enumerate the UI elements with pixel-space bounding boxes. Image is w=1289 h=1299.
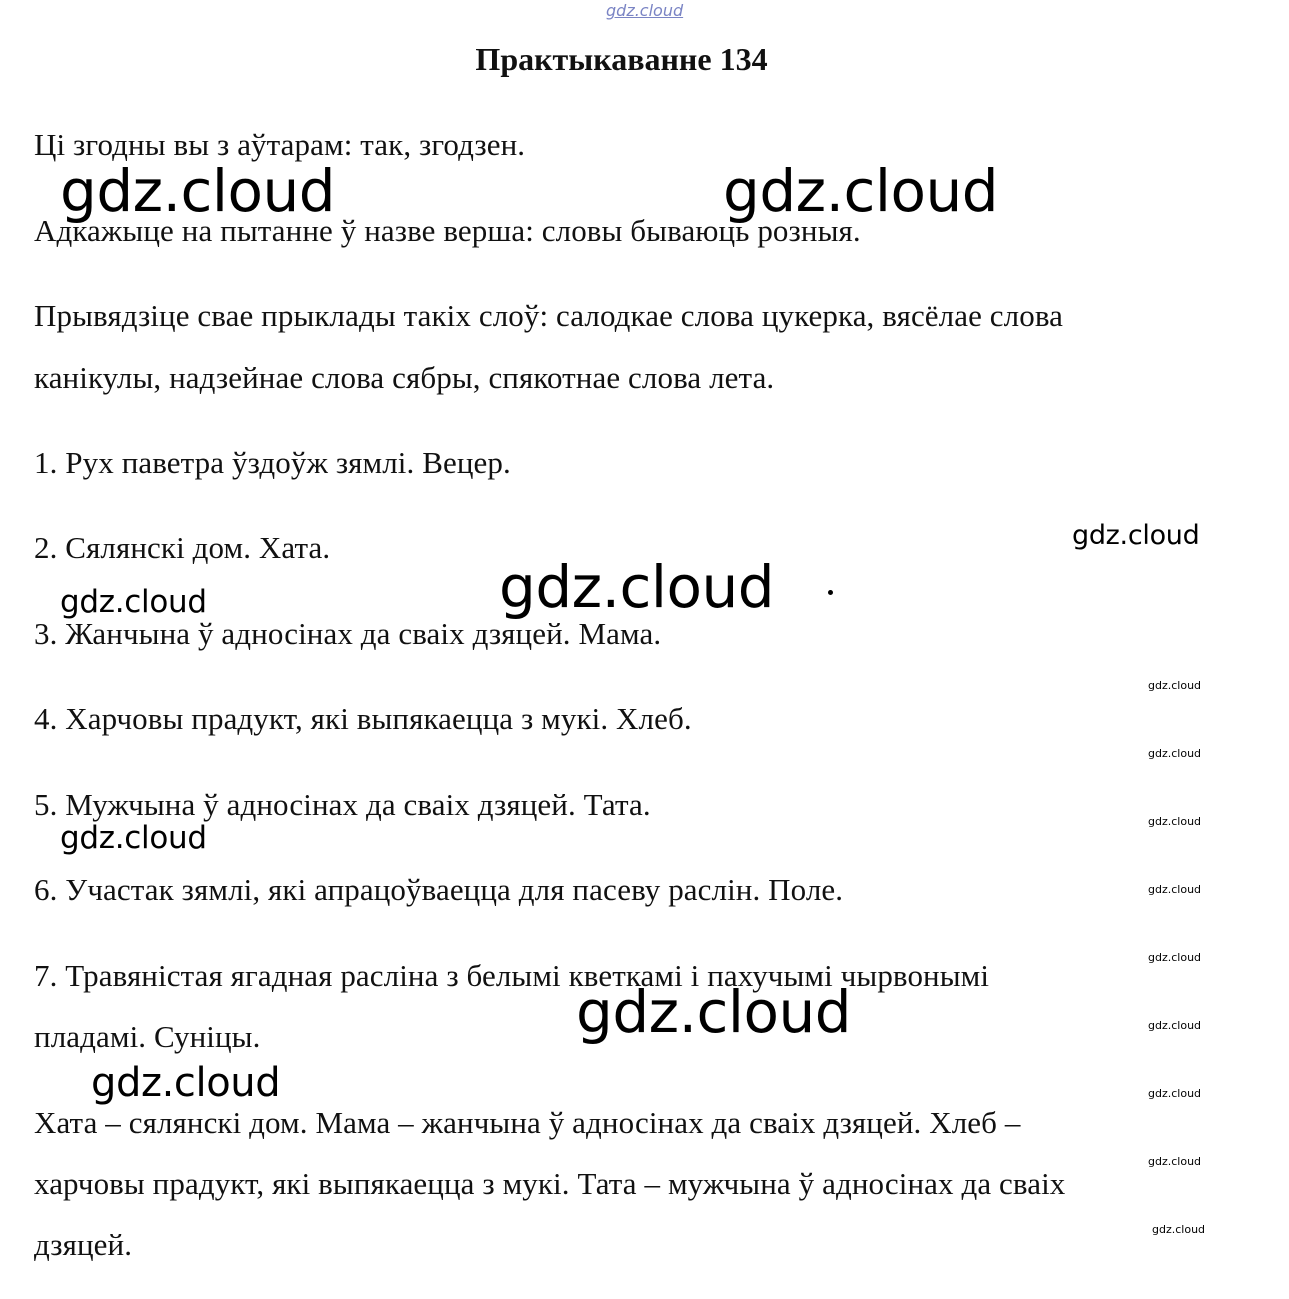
page-title: Практыкаванне 134 bbox=[475, 41, 768, 77]
list-item-7-line1: 7. Травяністая ягадная расліна з белымі кветкамі і пахучымі чырвонымі bbox=[34, 958, 990, 993]
watermark-small: gdz.cloud bbox=[1148, 883, 1202, 896]
watermark-small: gdz.cloud bbox=[1152, 1223, 1206, 1236]
list-item: 2. Сялянскі дом. Хата. bbox=[34, 530, 331, 565]
paragraph-examples-line1: Прывядзіце свае прыклады такіх слоў: салодкае слова цукерка, вясёлае слова bbox=[34, 298, 1064, 333]
watermark-small: gdz.cloud bbox=[1148, 951, 1202, 964]
watermark: gdz.cloud bbox=[60, 157, 336, 225]
list-item: 4. Харчовы прадукт, які выпякаецца з мукі. Хлеб. bbox=[34, 701, 692, 736]
watermark-small: gdz.cloud bbox=[1148, 815, 1202, 828]
watermark: gdz.cloud bbox=[499, 553, 775, 621]
paragraph-answer: Адкажыце на пытанне ў назве верша: словы бываюць розныя. bbox=[34, 213, 861, 248]
watermark-small: gdz.cloud bbox=[1148, 1155, 1202, 1168]
watermark: gdz.cloud bbox=[1072, 520, 1200, 551]
list-item: 5. Мужчына ў адносінах да сваіх дзяцей. Тата. bbox=[34, 787, 651, 822]
site-link[interactable]: gdz.cloud bbox=[606, 1, 684, 20]
paragraph-agree: Ці згодны вы з аўтарам: так, згодзен. bbox=[34, 127, 526, 162]
watermark: gdz.cloud bbox=[91, 1060, 281, 1106]
watermark-small: gdz.cloud bbox=[1148, 679, 1202, 692]
watermark: gdz.cloud bbox=[60, 584, 207, 620]
summary-line1: Хата – сялянскі дом. Мама – жанчына ў адносінах да сваіх дзяцей. Хлеб – bbox=[34, 1105, 1021, 1140]
stray-dot bbox=[828, 590, 833, 595]
watermark-small: gdz.cloud bbox=[1148, 1019, 1202, 1032]
summary-line2: харчовы прадукт, які выпякаецца з мукі. Тата – мужчына ў адносінах да сваіх bbox=[34, 1166, 1066, 1201]
paragraph-examples-line2: канікулы, надзейнае слова сябры, спякотнае слова лета. bbox=[34, 360, 775, 395]
list-item: 6. Участак зямлі, які апрацоўваецца для пасеву раслін. Поле. bbox=[34, 872, 844, 907]
watermark: gdz.cloud bbox=[576, 978, 852, 1046]
list-item: 3. Жанчына ў адносінах да сваіх дзяцей. Мама. bbox=[34, 616, 662, 651]
watermark: gdz.cloud bbox=[723, 157, 999, 225]
summary-line3: дзяцей. bbox=[34, 1227, 133, 1262]
list-item-7-line2: пладамі. Суніцы. bbox=[34, 1019, 261, 1054]
watermark-small: gdz.cloud bbox=[1148, 1087, 1202, 1100]
watermark-small: gdz.cloud bbox=[1148, 747, 1202, 760]
watermark: gdz.cloud bbox=[60, 820, 207, 856]
list-item: 1. Рух паветра ўздоўж зямлі. Вецер. bbox=[34, 445, 511, 480]
